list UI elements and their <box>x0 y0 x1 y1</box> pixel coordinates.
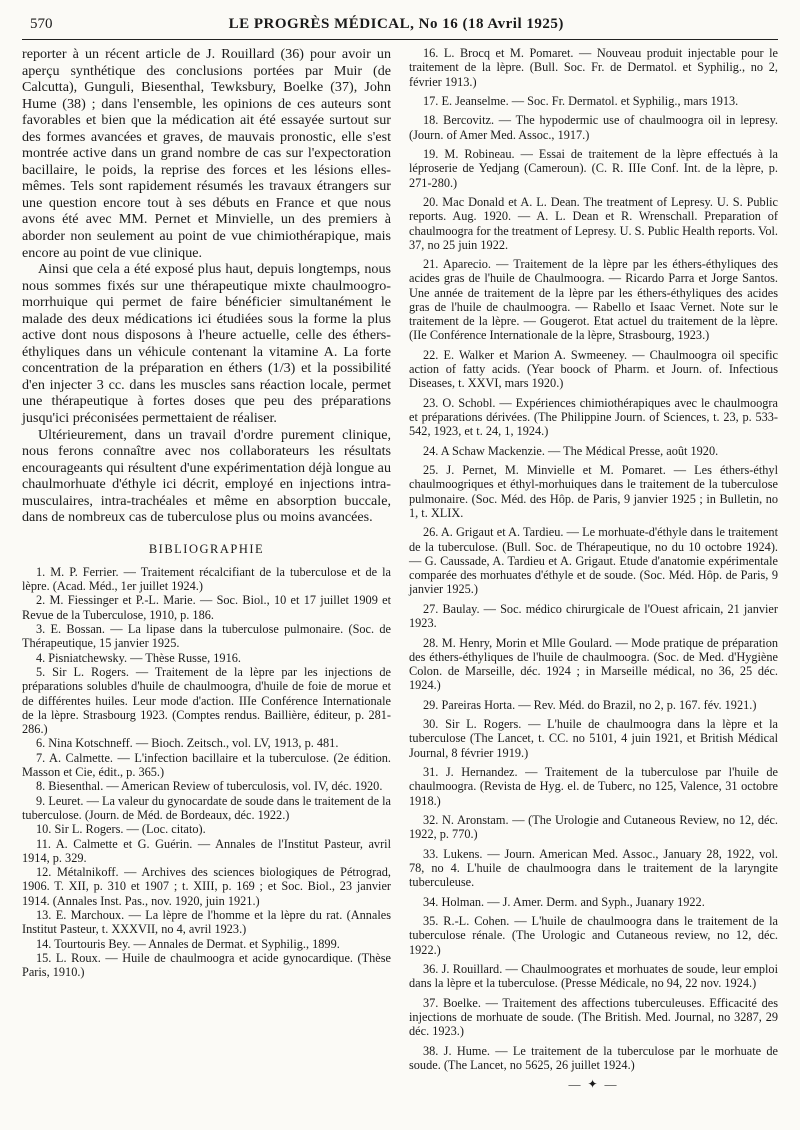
reference-list-right <box>409 46 778 1072</box>
end-ornament: — ✦ — <box>568 1077 619 1092</box>
bibliography-entry: 25. J. Pernet, M. Minvielle et M. Pomaret. — Les éthers-éthyl chaulmoogriques et éthyl-morhuiques dans le traitement de la tuberculose pulmonaire. (Soc. Méd. des Hôp. de Paris, 9 janvier 1925 ; in Bulletin, no 1, t. XLIX. <box>409 463 778 520</box>
bibliography-entry: 37. Boelke. — Traitement des affections tuberculeuses. Efficacité des injections de morhuate de soude. (The British. Med. Journal, no 3287, 29 déc. 1923.) <box>409 995 778 1039</box>
bibliography-entry: 34. Holman. — J. Amer. Derm. and Syph., Juanary 1922. <box>423 894 705 909</box>
bibliography-entry: 7. A. Calmette. — L'infection bacillaire et la tuberculose. (2e édition. Masson et Cie, édit., p. 365.) <box>22 750 391 780</box>
body-paragraph: Ainsi que cela a été exposé plus haut, depuis longtemps, nous nous sommes fixés sur une thérapeutique mixte chaulmoogro-morrhuique qui permet de faire bénéficier simultanément le malade des deux médications ici étudiées sous la forme la plus active dont nous disposons à l'heure actuelle, celle des éthers-éthyliques dans un véhicule contenant la vitamine A. La forte concentration de la préparation en éthers (1/3) et la possibilité d'en injecter 3 cc. dans les muscles sans réaction locale, permet une thérapeutique à fortes doses que peu des préparations jusqu'ici préconisées permettaient de réaliser. <box>22 261 391 427</box>
bibliography-entry: 5. Sir L. Rogers. — Traitement de la lèpre par les injections de préparations solubles d'huile de chaulmoogra, d'huile de foie de morue et de différentes huiles. Leur mode d'action. IIIe Conférence Internationale de la lèpre. Strasbourg 1923. (Comptes rendus. Baillière, éditeur, p. 281-286.) <box>22 664 391 737</box>
left-column <box>22 46 391 1092</box>
bibliography-entry: 10. Sir L. Rogers. — (Loc. citato). <box>36 822 206 837</box>
bibliography-entry: 17. E. Jeanselme. — Soc. Fr. Dermatol. et Syphilig., mars 1913. <box>423 93 739 108</box>
right-column <box>409 46 778 1092</box>
bibliography-entry: 32. N. Aronstam. — (The Urologie and Cutaneous Review, no 12, déc. 1922, p. 770.) <box>409 813 778 842</box>
bibliography-entry: 11. A. Calmette et G. Guérin. — Annales de l'Institut Pasteur, avril 1914, p. 329. <box>22 836 391 865</box>
bibliography-entry: 8. Biesenthal. — American Review of tuberculosis, vol. IV, déc. 1920. <box>36 779 383 794</box>
bibliography-entry: 13. E. Marchoux. — La lèpre de l'homme et la lèpre du rat. (Annales Institut Pasteur, t. XXXVII, no 4, avril 1923.) <box>22 907 391 937</box>
bibliography-entry: 22. E. Walker et Marion A. Swmeeney. — Chaulmoogra oil specific action of fatty acids. (Year boock of Pharm. et Journ. of. Infectious Diseases, t. XXVI, mars 1920.) <box>409 347 778 391</box>
bibliography-entry: 3. E. Bossan. — La lipase dans la tuberculose pulmonaire. (Soc. de Thérapeutique, 15 janvier 1925. <box>22 622 391 651</box>
bibliography-entry: 36. J. Rouillard. — Chaulmoogrates et morhuates de soude, leur emploi dans la lèpre et la tuberculose. (Presse Médicale, no 94, 22 nov. 1924.) <box>409 962 778 991</box>
bibliography-entry: 33. Lukens. — Journ. American Med. Assoc., January 28, 1922, vol. 78, no 4. L'huile de chaulmoogra dans le traitement de la laryngite tuberculeuse. <box>409 846 778 890</box>
bibliography-entry: 4. Pisniatchewsky. — Thèse Russe, 1916. <box>36 650 241 665</box>
bibliography-entry: 18. Bercovitz. — The hypodermic use of chaulmoogra oil in lepresy. (Journ. of Amer Med. Assoc., 1917.) <box>409 113 778 142</box>
bibliography-entry: 19. M. Robineau. — Essai de traitement de la lèpre effectués à la léproserie de Yedjang (Cameroun). (C. R. IIIe Conf. Int. de la lèpre, p. 271-280.) <box>409 147 778 190</box>
bibliography-entry: 2. M. Fiessinger et P.-L. Marie. — Soc. Biol., 10 et 17 juillet 1909 et Revue de la Tuberculose, 1910, p. 186. <box>22 593 391 622</box>
bibliography-entry: 35. R.-L. Cohen. — L'huile de chaulmoogra dans le traitement de la tuberculose rénale. (The Urologic and Cutaneous review, no 12, déc. 1922.) <box>409 914 778 957</box>
bibliography-entry: 38. J. Hume. — Le traitement de la tuberculose par le morhuate de soude. (The Lancet, no 5625, 26 juillet 1924.) <box>409 1043 778 1072</box>
bibliography-entry: 9. Leuret. — La valeur du gynocardate de soude dans le traitement de la tuberculose. (Journ. de Méd. de Bordeaux, déc. 1922.) <box>22 793 391 822</box>
bibliography-heading: BIBLIOGRAPHIE <box>148 541 265 556</box>
bibliography-entry: 21. Aparecio. — Traitement de la lèpre par les éthers-éthyliques des acides gras de l'huile de Chaulmoogra. — Ricardo Parra et Jorge Santos. Une année de traitement de la lèpre par les éthers-éthyliques des acides gras de l'huile de chaulmoogra. — Rabello et Isaac Vernet. Note sur le traitement de la lèpre. — Gougerot. Etat actuel du traitement de la lèpre. (IIe Conférence Internationale de la lèpre, Strasbourg, 1923.) <box>409 257 778 343</box>
bibliography-entry: 26. A. Grigaut et A. Tardieu. — Le morhuate-d'éthyle dans le traitement de la tuberculose. (Bull. Soc. de Thérapeutique, no du 10 octobre 1924). — G. Caussade, A. Tardieu et A. Grigaut. Etude d'anatomie expérimentale comparée des morhuates d'éthyle et de soude. (Soc. Méd. Hôp. de Paris, 9 janvier 1925.) <box>409 525 778 597</box>
bibliography-entry: 6. Nina Kotschneff. — Bioch. Zeitsch., vol. LV, 1913, p. 481. <box>36 736 339 751</box>
body-paragraph: Ultérieurement, dans un travail d'ordre purement clinique, nous ferons connaître avec nos collaborateurs les résultats encourageants qui résultent d'une expérimentation déjà longue au chaulmorhuate d'éthyle ici décrit, employé en injections intra-musculaires, intra-trachéales et même en absorption buccale, dans de nombreux cas de tuberculose plus ou moins avancées. <box>22 426 391 526</box>
bibliography-entry: 14. Tourtouris Bey. — Annales de Dermat. et Syphilig., 1899. <box>36 936 340 951</box>
bibliography-entry: 31. J. Hernandez. — Traitement de la tuberculose par l'huile de chaulmoogra. (Revista de Hyg. el. de Tuberc, no 125, Valence, 31 octobre 1918.) <box>409 765 778 808</box>
bibliography-entry: 1. M. P. Ferrier. — Traitement récalcifiant de la tuberculose et de la lèpre. (Acad. Méd., 1er juillet 1924.) <box>22 564 391 594</box>
bibliography-entry: 27. Baulay. — Soc. médico chirurgicale de l'Ouest africain, 21 janvier 1923. <box>409 601 778 631</box>
bibliography-entry: 24. A Schaw Mackenzie. — The Médical Presse, août 1920. <box>423 443 719 458</box>
bibliography-entry: 30. Sir L. Rogers. — L'huile de chaulmoogra dans la lèpre et la tuberculose (The Lancet, t. CC. no 5101, 4 juin 1921, et British Médical Journal, 8 février 1919.) <box>409 717 778 760</box>
bibliography-entry: 16. L. Brocq et M. Pomaret. — Nouveau produit injectable pour le traitement de la lèpre. (Bull. Soc. Fr. de Dermatol. et Syphilig., no 2, février 1913.) <box>409 46 778 89</box>
bibliography-entry: 29. Pareiras Horta. — Rev. Méd. do Brazil, no 2, p. 167. fév. 1921.) <box>423 697 757 712</box>
bibliography-entry: 20. Mac Donald et A. L. Dean. The treatment of Lepresy. U. S. Public reports. Aug. 1920. — A. L. Dean et R. Wrenschall. Preparation of chaulmoogra for the treatment of Lepresy. U. S. Public Health reports. Vol. 37, no 25 juin 1922. <box>409 195 778 252</box>
header-rule <box>22 39 778 40</box>
bibliography-entry: 28. M. Henry, Morin et Mlle Goulard. — Mode pratique de préparation des éthers-éthyliques de l'huile de chaulmoogra. (Soc. de Med. d'Hygiène Colon. de Marseille, déc. 1924 ; in Marseille médical, no 36, 25 déc. 1924.) <box>409 635 778 693</box>
bibliography-entry: 12. Métalnikoff. — Archives des sciences biologiques de Pétrograd, 1906. T. XII, p. 310 et 1907 ; t. XIII, p. 169 ; et Soc. Biol., 23 janvier 1914. (Annales Inst. Pas., nov. 1920, juin 1921.) <box>22 865 391 908</box>
body-paragraph: reporter à un récent article de J. Rouillard (36) pour avoir un aperçu synthétique des conclusions portées par Muir (de Calcutta), Gunguli, Biesenthal, Tewksbury, Boelke (37), John Hume (38) ; dans l'ensemble, les opinions de ces auteurs sont favorables et bien que la médication ait été essayée surtout sur des formes avancées et graves, de mauvais pronostic, elle s'est montrée active dans un grand nombre de cas sur l'expectoration bacillaire, le poids, la reprise des forces et les lésions elles-mêmes. Tels sont rapidement résumés les travaux étrangers sur une question encore tout à ses débuts en France et que nous avons été avec MM. Pernet et Minvielle, un des premiers à aborder non seulement au point de vue chimiothérapique, mais encore au point de vue clinique. <box>22 46 391 261</box>
page-number: 570 <box>30 16 53 32</box>
bibliography-entry: 23. O. Schobl. — Expériences chimiothérapiques avec le chaulmoogra et préparations dérivées. (The Philippine Journ. of Sciences, t. 23, p. 533-542, 1923, et t. 24, 1, 1924.) <box>409 395 778 439</box>
two-column-body <box>22 46 778 1092</box>
journal-title: LE PROGRÈS MÉDICAL, No 16 (18 Avril 1925) <box>228 16 564 32</box>
bibliography-entry: 15. L. Roux. — Huile de chaulmoogra et acide gynocardique. (Thèse Paris, 1910.) <box>22 950 391 980</box>
page-header <box>22 16 778 33</box>
reference-list-left <box>22 565 391 980</box>
